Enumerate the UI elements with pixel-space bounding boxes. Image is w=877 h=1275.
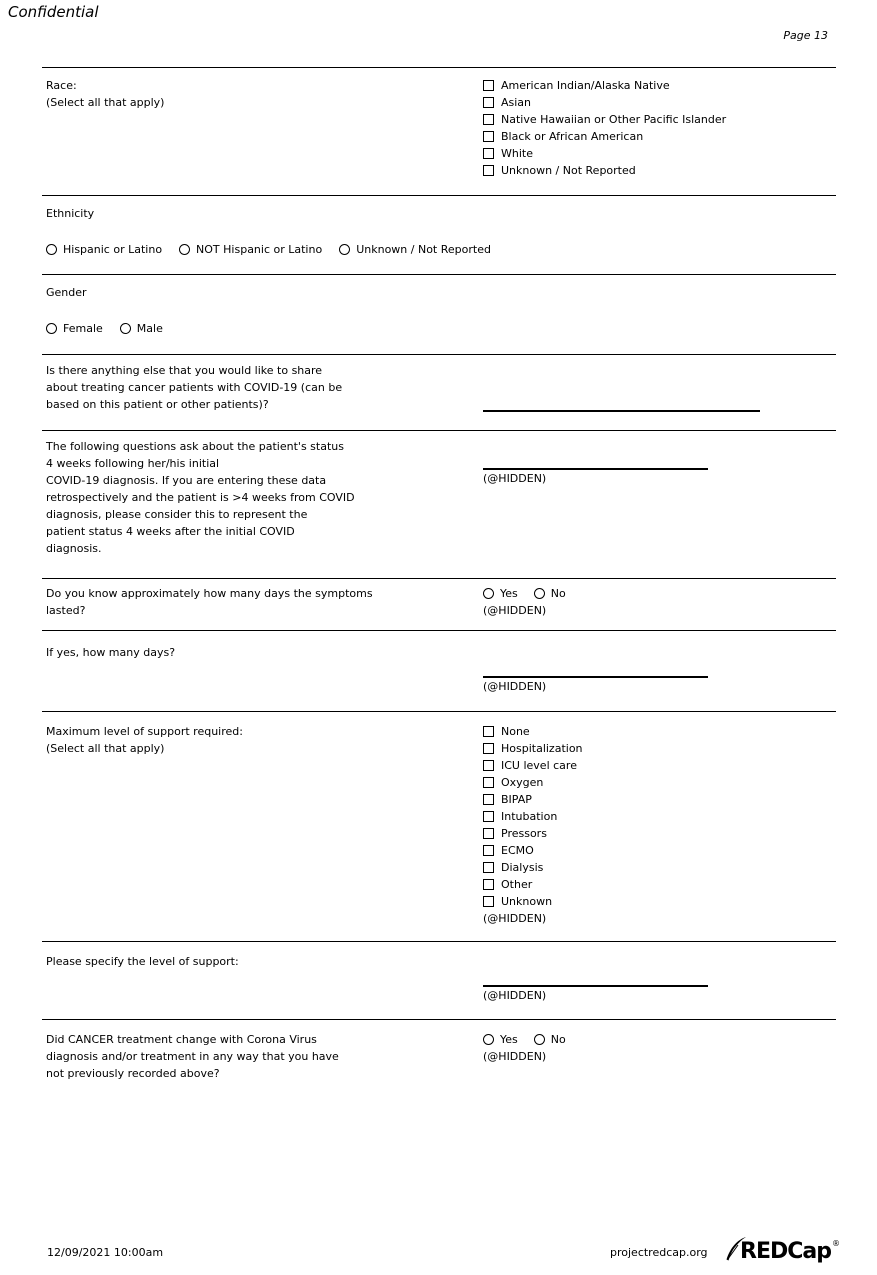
option-label: Pressors [501, 827, 547, 840]
question-label-line: The following questions ask about the patient's status [46, 440, 344, 453]
checkbox-option-none[interactable] [483, 723, 836, 740]
text-input-line[interactable] [483, 410, 760, 412]
checkbox-option-bipap[interactable] [483, 791, 836, 808]
checkbox-icon[interactable] [483, 148, 494, 159]
checkbox-option-american-indian[interactable] [483, 77, 836, 94]
question-label-line: Maximum level of support required: [46, 725, 243, 738]
checkbox-option-hospitalization[interactable] [483, 740, 836, 757]
checkbox-option-oxygen[interactable] [483, 774, 836, 791]
checkbox-option-asian[interactable] [483, 94, 836, 111]
max-support-options [483, 712, 836, 941]
option-label: Male [136, 322, 163, 335]
option-label: Unknown [501, 895, 553, 908]
row-ethnicity [42, 195, 836, 274]
question-label-line: patient status 4 weeks after the initial COVID [46, 525, 295, 538]
hidden-action-tag: (@HIDDEN) [483, 680, 547, 693]
redcap-logo [725, 1240, 839, 1266]
hidden-action-tag: (@HIDDEN) [483, 912, 547, 925]
confidential-label: Confidential [8, 3, 99, 21]
question-label-line: (Select all that apply) [46, 742, 165, 755]
row-max-support [42, 711, 836, 941]
question-label-line: Please specify the level of support: [46, 955, 239, 968]
radio-icon[interactable] [483, 1034, 494, 1045]
radio-option-yes[interactable] [483, 1031, 518, 1048]
hidden-action-tag: (@HIDDEN) [483, 1050, 547, 1063]
option-label: ICU level care [501, 759, 577, 772]
race-options [483, 68, 836, 195]
checkbox-icon[interactable] [483, 794, 494, 805]
question-label-line: lasted? [46, 604, 86, 617]
question-label-cancer-change [42, 1020, 483, 1105]
question-label-if-yes [42, 631, 483, 711]
radio-option-ethnicity-unknown[interactable] [339, 241, 491, 258]
option-label: Unknown / Not Reported [356, 243, 491, 256]
checkbox-icon[interactable] [483, 743, 494, 754]
checkbox-option-native-hawaiian[interactable] [483, 111, 836, 128]
question-label-specify-support [42, 942, 483, 1019]
checkbox-icon[interactable] [483, 114, 494, 125]
checkbox-icon[interactable] [483, 760, 494, 771]
option-label: Native Hawaiian or Other Pacific Islander [501, 113, 727, 126]
option-label: Hispanic or Latino [63, 243, 163, 256]
row-symptom-days-known [42, 578, 836, 630]
yes-no-options [483, 585, 836, 602]
option-label: Yes [500, 587, 518, 600]
radio-option-male[interactable] [120, 320, 163, 337]
ethnicity-options [46, 241, 836, 258]
question-label-gender: Gender [46, 286, 87, 299]
checkbox-icon[interactable] [483, 828, 494, 839]
footer-website-link[interactable]: projectredcap.org [610, 1246, 708, 1259]
option-label: Hospitalization [501, 742, 583, 755]
question-label-line: Race: [46, 79, 77, 92]
survey-form-table [42, 67, 836, 1105]
question-label-line: Is there anything else that you would like to share [46, 364, 323, 377]
checkbox-option-unknown[interactable] [483, 893, 836, 910]
radio-icon[interactable] [46, 244, 57, 255]
radio-option-yes[interactable] [483, 585, 518, 602]
question-label-line: not previously recorded above? [46, 1067, 220, 1080]
radio-icon[interactable] [534, 588, 545, 599]
checkbox-icon[interactable] [483, 726, 494, 737]
radio-icon[interactable] [339, 244, 350, 255]
checkbox-option-dialysis[interactable] [483, 859, 836, 876]
radio-icon[interactable] [46, 323, 57, 334]
option-label: None [501, 725, 530, 738]
option-label: No [550, 1033, 566, 1046]
footer-timestamp: 12/09/2021 10:00am [47, 1246, 164, 1259]
row-share-anything [42, 354, 836, 430]
radio-icon[interactable] [534, 1034, 545, 1045]
checkbox-icon[interactable] [483, 879, 494, 890]
question-label-line: based on this patient or other patients)? [46, 398, 269, 411]
question-label-line: Did CANCER treatment change with Corona Virus [46, 1033, 317, 1046]
question-label-line: If yes, how many days? [46, 646, 176, 659]
gender-options [46, 320, 836, 337]
question-label-line: Do you know approximately how many days the symptoms [46, 587, 373, 600]
question-label-share [42, 355, 483, 430]
hidden-action-tag: (@HIDDEN) [483, 472, 547, 485]
checkbox-option-icu-level-care[interactable] [483, 757, 836, 774]
checkbox-icon[interactable] [483, 777, 494, 788]
feather-icon [725, 1236, 747, 1262]
question-label-symptom-days [42, 579, 483, 630]
radio-icon[interactable] [120, 323, 131, 334]
yes-no-options [483, 1031, 836, 1048]
checkbox-icon[interactable] [483, 165, 494, 176]
checkbox-icon[interactable] [483, 80, 494, 91]
radio-icon[interactable] [483, 588, 494, 599]
option-label: Unknown / Not Reported [501, 164, 636, 177]
checkbox-icon[interactable] [483, 862, 494, 873]
question-label-line: COVID-19 diagnosis. If you are entering these data [46, 474, 327, 487]
option-label: American Indian/Alaska Native [501, 79, 670, 92]
option-label: White [501, 147, 533, 160]
question-label-ethnicity: Ethnicity [46, 207, 95, 220]
option-label: Dialysis [501, 861, 544, 874]
option-label: Yes [500, 1033, 518, 1046]
radio-option-female[interactable] [46, 320, 103, 337]
question-label-line: (Select all that apply) [46, 96, 165, 109]
row-status-4weeks [42, 430, 836, 578]
option-label: BIPAP [501, 793, 532, 806]
row-gender [42, 274, 836, 354]
checkbox-icon[interactable] [483, 896, 494, 907]
question-label-race [42, 68, 483, 195]
question-label-line: about treating cancer patients with COVID-19 (can be [46, 381, 343, 394]
option-label: Oxygen [501, 776, 544, 789]
radio-icon[interactable] [179, 244, 190, 255]
option-label: NOT Hispanic or Latino [196, 243, 323, 256]
radio-option-not-hispanic[interactable] [179, 241, 322, 258]
question-label-line: diagnosis. [46, 542, 102, 555]
redcap-logo-text: REDCap [740, 1239, 831, 1264]
question-label-line: diagnosis and/or treatment in any way that you have [46, 1050, 339, 1063]
option-label: Asian [501, 96, 532, 109]
page-number: Page 13 [783, 29, 828, 42]
checkbox-option-intubation[interactable] [483, 808, 836, 825]
checkbox-icon[interactable] [483, 131, 494, 142]
checkbox-option-unknown-not-reported[interactable] [483, 162, 836, 179]
checkbox-option-black-african-american[interactable] [483, 128, 836, 145]
registered-trademark-icon: ® [832, 1239, 840, 1248]
option-label: No [550, 587, 566, 600]
radio-option-hispanic[interactable] [46, 241, 162, 258]
row-specify-support [42, 941, 836, 1019]
question-label-line: retrospectively and the patient is >4 weeks from COVID [46, 491, 355, 504]
radio-option-no[interactable] [534, 1031, 566, 1048]
checkbox-icon[interactable] [483, 845, 494, 856]
checkbox-option-white[interactable] [483, 145, 836, 162]
row-cancer-treatment-change [42, 1019, 836, 1105]
option-label: Other [501, 878, 533, 891]
option-label: Female [63, 322, 103, 335]
row-if-yes-days [42, 630, 836, 711]
question-label-line: diagnosis, please consider this to represent the [46, 508, 308, 521]
question-label-status [42, 431, 483, 578]
radio-option-no[interactable] [534, 585, 566, 602]
row-race [42, 67, 836, 195]
checkbox-option-pressors[interactable] [483, 825, 836, 842]
checkbox-option-other[interactable] [483, 876, 836, 893]
option-label: ECMO [501, 844, 534, 857]
option-label: Black or African American [501, 130, 644, 143]
checkbox-option-ecmo[interactable] [483, 842, 836, 859]
question-label-line: 4 weeks following her/his initial [46, 457, 220, 470]
option-label: Intubation [501, 810, 558, 823]
question-label-max-support [42, 712, 483, 941]
hidden-action-tag: (@HIDDEN) [483, 604, 547, 617]
checkbox-icon[interactable] [483, 811, 494, 822]
hidden-action-tag: (@HIDDEN) [483, 989, 547, 1002]
checkbox-icon[interactable] [483, 97, 494, 108]
